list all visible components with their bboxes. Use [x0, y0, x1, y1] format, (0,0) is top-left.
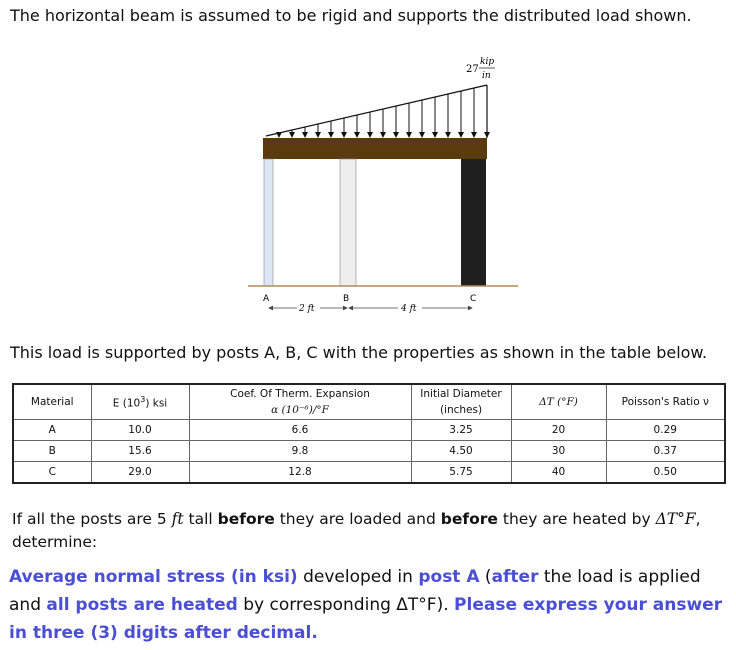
cell-diameter: 4.50	[411, 441, 511, 462]
cell-diameter: 5.75	[411, 462, 511, 484]
table-row	[13, 441, 725, 462]
header-poisson: Poisson's Ratio ν	[606, 384, 725, 420]
distributed-load	[266, 85, 487, 138]
dimension-2ft: 2 ft	[299, 304, 315, 314]
cell-delta-t: 40	[511, 462, 606, 484]
cell-poisson: 0.37	[606, 441, 725, 462]
intro-text: The horizontal beam is assumed to be rigid and supports the distributed load shown.	[10, 6, 692, 25]
header-diameter: Initial Diameter (inches)	[411, 384, 511, 420]
answer-prompt: Average normal stress (in ksi) developed in post A (after the load is applied and all posts are heated by corresponding ΔT°F). Please express your answer in three (3) digits after decimal.	[9, 567, 723, 643]
post-label-b: B	[343, 294, 350, 304]
rigid-beam	[263, 138, 487, 159]
cell-diameter: 3.25	[411, 420, 511, 441]
load-unit-bottom: in	[482, 71, 491, 81]
cell-delta-t: 30	[511, 441, 606, 462]
cell-poisson: 0.29	[606, 420, 725, 441]
load-unit-top: kip	[480, 57, 495, 67]
cell-material: B	[13, 441, 91, 462]
header-coef: Coef. Of Therm. Expansion α (10⁻⁶)/°F	[189, 384, 411, 420]
post-label-c: C	[470, 294, 477, 304]
post-c	[461, 159, 486, 286]
cell-delta-t: 20	[511, 420, 606, 441]
post-b	[340, 159, 356, 286]
cell-poisson: 0.50	[606, 462, 725, 484]
support-description: This load is supported by posts A, B, C with the properties as shown in the table below.	[10, 343, 708, 362]
cell-coef: 6.6	[189, 420, 411, 441]
properties-table	[12, 383, 726, 484]
dimension-4ft: 4 ft	[401, 304, 417, 314]
question-text: If all the posts are 5 ft tall before they are loaded and before they are heated by ΔT°F, determine:	[12, 510, 701, 551]
table-row	[13, 420, 725, 441]
header-material: Material	[13, 384, 91, 420]
table-header-row	[13, 384, 725, 420]
cell-coef: 12.8	[189, 462, 411, 484]
cell-e: 29.0	[91, 462, 189, 484]
load-top-line	[266, 85, 487, 136]
cell-e: 10.0	[91, 420, 189, 441]
header-e: E $(10^3)$ ksi	[91, 384, 189, 420]
post-label-a: A	[263, 294, 270, 304]
cell-material: A	[13, 420, 91, 441]
header-delta-t: ΔT (°F)	[511, 384, 606, 420]
cell-e: 15.6	[91, 441, 189, 462]
table-row	[13, 462, 725, 484]
load-value: 27	[466, 64, 479, 75]
cell-coef: 9.8	[189, 441, 411, 462]
cell-material: C	[13, 462, 91, 484]
post-a	[264, 159, 273, 286]
